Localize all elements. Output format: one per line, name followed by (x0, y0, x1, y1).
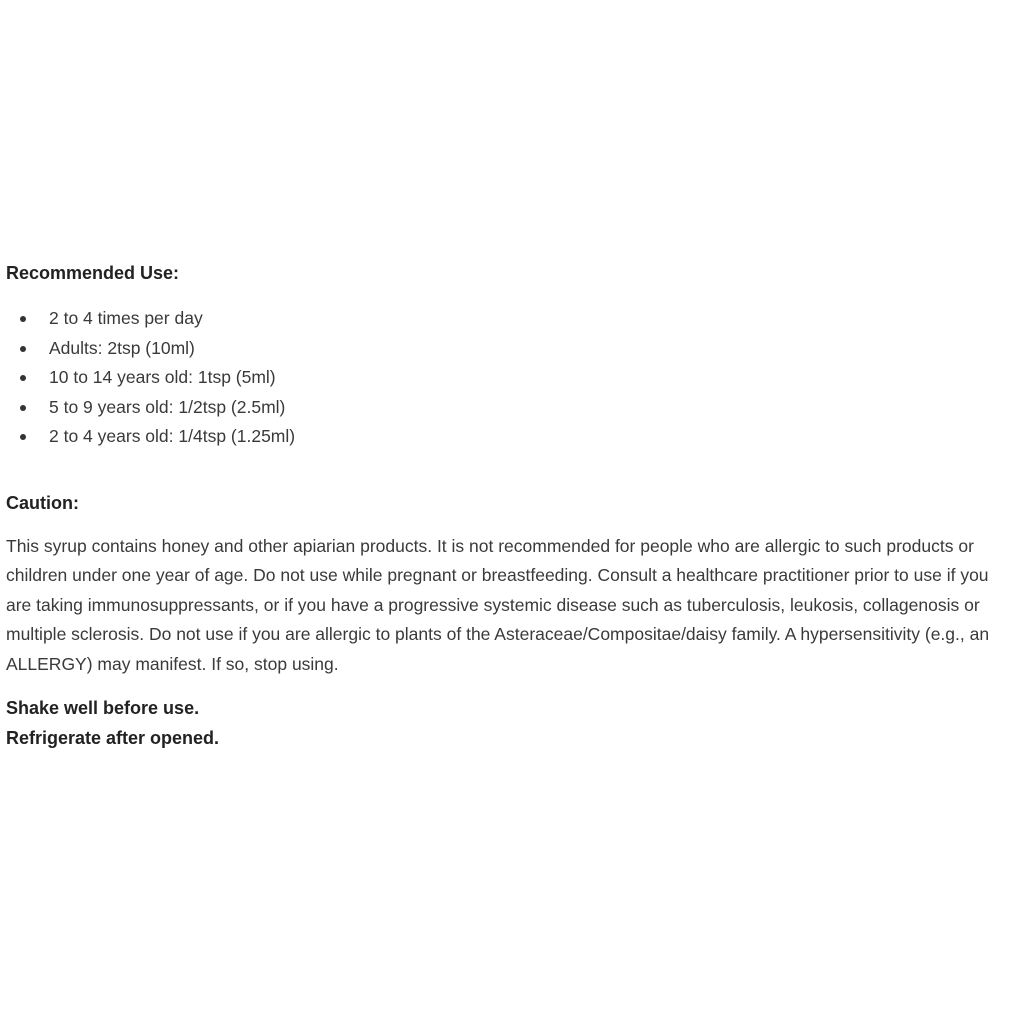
product-instructions (6, 258, 1018, 753)
list-item (6, 422, 1018, 452)
bullet-icon (20, 375, 26, 381)
bullet-icon (20, 346, 26, 352)
caution-text: This syrup contains honey and other apiarian products. It is not recommended for people who are allergic to such products or children under one year of age. Do not use while pregnant or breastfeeding. Consult a healthcare practitioner prior to use if you are taking immunosuppressants, or if you have a progressive systemic disease such as tuberculosis, leukosis, collagenosis or multiple sclerosis. Do not use if you are allergic to plants of the Asteraceae/Compositae/daisy family. A hypersensitivity (e.g., an ALLERGY) may manifest. If so, stop using. (6, 535, 990, 674)
recommended-use-heading: Recommended Use: (6, 263, 180, 283)
list-item-text: 2 to 4 times per day (49, 308, 203, 328)
list-item (6, 393, 1018, 423)
bullet-icon (20, 405, 26, 411)
bullet-icon (20, 434, 26, 440)
list-item (6, 334, 1018, 364)
shake-note: Shake well before use. (6, 698, 200, 718)
list-item-text: 10 to 14 years old: 1tsp (5ml) (49, 367, 276, 387)
list-item-text: 2 to 4 years old: 1/4tsp (1.25ml) (49, 426, 296, 446)
bullet-icon (20, 316, 26, 322)
usage-notes (6, 693, 1018, 753)
list-item-text: 5 to 9 years old: 1/2tsp (2.5ml) (49, 396, 286, 417)
list-item-text: Adults: 2tsp (10ml) (49, 337, 195, 358)
list-item (6, 363, 1018, 393)
refrigerate-note: Refrigerate after opened. (6, 728, 220, 748)
caution-heading: Caution: (6, 492, 79, 513)
recommended-use-list (6, 304, 1018, 452)
list-item (6, 304, 1018, 334)
